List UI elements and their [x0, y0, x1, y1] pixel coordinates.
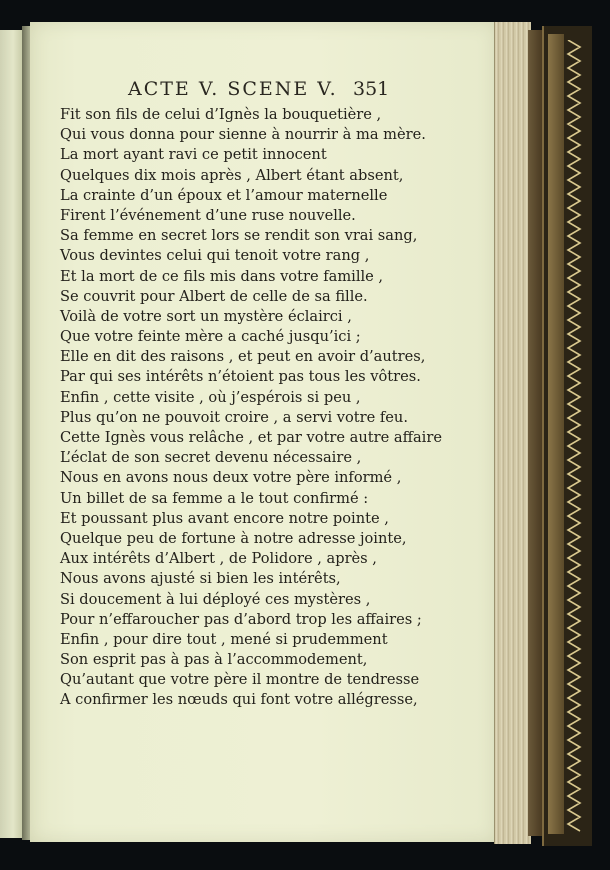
- verse-line: Sa femme en secret lors se rendit son vrai sang,: [60, 227, 418, 245]
- running-header: [30, 78, 496, 108]
- header-title: ACTE V. SCENE V.: [128, 78, 338, 100]
- verse-line: Enfin , pour dire tout , mené si prudemment: [60, 630, 388, 648]
- verse-line: Cette Ignès vous relâche , et par votre autre affaire: [60, 429, 442, 446]
- verse-line: Nous avons ajusté si bien les intérêts,: [60, 570, 341, 588]
- verse-line: Et poussant plus avant encore notre pointe ,: [60, 509, 389, 527]
- facing-page-edge: [0, 30, 23, 838]
- verse-line: Et la mort de ce fils mis dans votre famille ,: [60, 267, 384, 285]
- verse-line: Firent l’événement d’une ruse nouvelle.: [60, 206, 356, 224]
- verse-line: Pour n’effaroucher pas d’abord trop les affaires ;: [60, 610, 422, 628]
- page-number: 351: [353, 78, 390, 100]
- verse-line: Plus qu’on ne pouvoit croire , a servi votre feu.: [60, 408, 408, 426]
- verse-line: Voilà de votre sort un mystère éclairci ,: [60, 307, 352, 325]
- verse-line: Qui vous donna pour sienne à nourrir à ma mère.: [60, 126, 426, 144]
- verse-line: Son esprit pas à pas à l’accommodement,: [60, 651, 368, 669]
- verse-line: L’éclat de son secret devenu nécessaire ,: [60, 449, 362, 467]
- verse-line: Vous devintes celui qui tenoit votre rang ,: [60, 247, 370, 265]
- verse-line: Aux intérêts d’Albert , de Polidore , après ,: [60, 550, 377, 568]
- verse-text: [60, 105, 490, 711]
- verse-line: Quelques dix mois après , Albert étant absent,: [60, 166, 404, 184]
- verse-line: Elle en dit des raisons , et peut en avoir d’autres,: [60, 348, 426, 366]
- page-edges-shadow: [528, 30, 542, 836]
- verse-line: Qu’autant que votre père il montre de tendresse: [60, 671, 420, 689]
- verse-line: Nous en avons nous deux votre père informé ,: [60, 469, 402, 487]
- binding-gilt-edge: [548, 34, 564, 834]
- binding-decoration: [566, 40, 582, 836]
- verse-line: Un billet de sa femme a le tout confirmé :: [60, 489, 369, 507]
- verse-line: A confirmer les nœuds qui font votre allégresse,: [60, 691, 418, 709]
- verse-line: Quelque peu de fortune à notre adresse jointe,: [60, 529, 407, 547]
- verse-line: La crainte d’un époux et l’amour maternelle: [60, 186, 388, 204]
- verse-line: Que votre feinte mère a caché jusqu’ici ;: [60, 328, 361, 346]
- verse-line: Enfin , cette visite , où j’espérois si peu ,: [60, 388, 361, 406]
- verse-line: Se couvrit pour Albert de celle de sa fille.: [60, 287, 368, 305]
- verse-line: Fit son fils de celui d’Ignès la bouquetière ,: [60, 106, 382, 123]
- page-edges: [494, 22, 531, 844]
- verse-line: Si doucement à lui déployé ces mystères ,: [60, 590, 371, 608]
- verse-line: La mort ayant ravi ce petit innocent: [60, 146, 327, 164]
- verse-line: Par qui ses intérêts n’étoient pas tous les vôtres.: [60, 368, 421, 386]
